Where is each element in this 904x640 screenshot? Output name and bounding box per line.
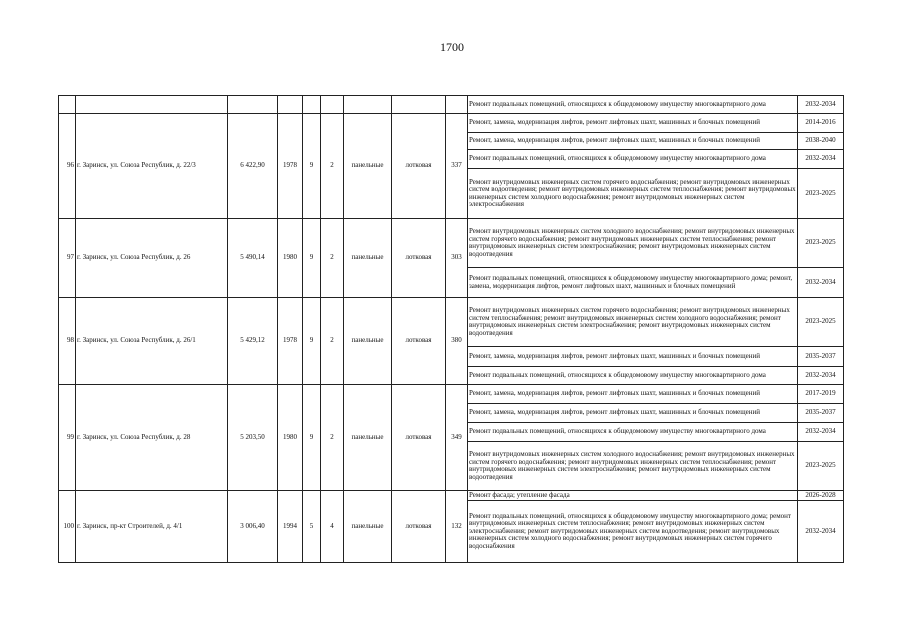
work-description: Ремонт, замена, модернизация лифтов, ремонт лифтовых шахт, машинных и блочных помещений — [468, 385, 798, 404]
work-description: Ремонт внутридомовых инженерных систем холодного водоснабжения; ремонт внутридомовых инженерных систем горячего водоснабжения; ремонт внутридомовых инженерных систем теплоснабжения; ремонт внутридомовых инженерных систем электроснабжения; ремонт внутридомовых инженерных систем водоотведения — [468, 442, 798, 491]
floor-count: 9 — [303, 385, 321, 491]
roof-type: лотковая — [392, 491, 446, 563]
work-period: 2035-2037 — [798, 347, 844, 367]
entrance-count: 4 — [321, 491, 344, 563]
roof-type: лотковая — [392, 298, 446, 385]
building-area: 5 203,50 — [228, 385, 278, 491]
wall-material: панельные — [344, 219, 392, 298]
work-description: Ремонт, замена, модернизация лифтов, ремонт лифтовых шахт, машинных и блочных помещений — [468, 404, 798, 423]
work-period: 2023-2025 — [798, 298, 844, 347]
building-area — [228, 96, 278, 114]
work-description: Ремонт подвальных помещений, относящихся к общедомовому имуществу многоквартирного дома; ремонт, замена, модернизация лифтов, ремонт лифтовых шахт, машинных и блочных помещений — [468, 268, 798, 298]
table-body — [59, 96, 844, 563]
apartment-count — [446, 96, 468, 114]
table-row — [59, 491, 844, 501]
work-period: 2032-2034 — [798, 423, 844, 442]
work-description: Ремонт внутридомовых инженерных систем горячего водоснабжения; ремонт внутридомовых инженерных систем водоотведения; ремонт внутридомовых инженерных систем теплоснабжения; ремонт внутридомовых инженерных систем холодного водоснабжения; ремонт внутридомовых инженерных систем электроснабжения — [468, 169, 798, 219]
work-description: Ремонт, замена, модернизация лифтов, ремонт лифтовых шахт, машинных и блочных помещений — [468, 114, 798, 133]
work-period: 2035-2037 — [798, 404, 844, 423]
table-row — [59, 219, 844, 268]
table-row — [59, 385, 844, 404]
work-description: Ремонт подвальных помещений, относящихся к общедомовому имуществу многоквартирного дома — [468, 96, 798, 114]
work-period: 2026-2028 — [798, 491, 844, 501]
wall-material: панельные — [344, 114, 392, 219]
table-row — [59, 298, 844, 347]
work-period: 2023-2025 — [798, 219, 844, 268]
work-description: Ремонт внутридомовых инженерных систем холодного водоснабжения; ремонт внутридомовых инженерных систем горячего водоснабжения; ремонт внутридомовых инженерных систем теплоснабжения; ремонт внутридомовых инженерных систем электроснабжения; ремонт внутридомовых инженерных систем водоотведения — [468, 219, 798, 268]
building-area: 5 490,14 — [228, 219, 278, 298]
work-description: Ремонт, замена, модернизация лифтов, ремонт лифтовых шахт, машинных и блочных помещений — [468, 347, 798, 367]
apartment-count: 132 — [446, 491, 468, 563]
work-period: 2032-2034 — [798, 501, 844, 563]
construction-year: 1980 — [278, 385, 303, 491]
work-description: Ремонт подвальных помещений, относящихся к общедомовому имуществу многоквартирного дома — [468, 367, 798, 385]
work-period: 2014-2016 — [798, 114, 844, 133]
apartment-count: 380 — [446, 298, 468, 385]
work-period: 2017-2019 — [798, 385, 844, 404]
work-description: Ремонт, замена, модернизация лифтов, ремонт лифтовых шахт, машинных и блочных помещений — [468, 133, 798, 150]
table-row — [59, 96, 844, 114]
entrance-count: 2 — [321, 385, 344, 491]
work-description: Ремонт фасада; утепление фасада — [468, 491, 798, 501]
roof-type — [392, 96, 446, 114]
construction-year: 1980 — [278, 219, 303, 298]
floor-count: 9 — [303, 219, 321, 298]
floor-count: 5 — [303, 491, 321, 563]
entrance-count: 2 — [321, 219, 344, 298]
wall-material: панельные — [344, 298, 392, 385]
work-period: 2023-2025 — [798, 169, 844, 219]
floor-count: 9 — [303, 114, 321, 219]
work-description: Ремонт подвальных помещений, относящихся к общедомовому имуществу многоквартирного дома — [468, 423, 798, 442]
roof-type: лотковая — [392, 385, 446, 491]
table-row — [59, 114, 844, 133]
work-period: 2032-2034 — [798, 268, 844, 298]
row-number: 99 — [59, 385, 76, 491]
building-address: г. Заринск, пр-кт Строителей, д. 4/1 — [76, 491, 228, 563]
building-area: 3 006,40 — [228, 491, 278, 563]
building-address: г. Заринск, ул. Союза Республик, д. 26 — [76, 219, 228, 298]
building-address: г. Заринск, ул. Союза Республик, д. 28 — [76, 385, 228, 491]
page-number: 1700 — [440, 40, 464, 54]
row-number: 97 — [59, 219, 76, 298]
construction-year: 1994 — [278, 491, 303, 563]
entrance-count — [321, 96, 344, 114]
wall-material: панельные — [344, 491, 392, 563]
work-period: 2038-2040 — [798, 133, 844, 150]
work-description: Ремонт подвальных помещений, относящихся к общедомовому имуществу многоквартирного дома; ремонт внутридомовых инженерных систем теплоснабжения; ремонт внутридомовых инженерных систем электроснабжения; ремонт внутридомовых инженерных систем водоотведения; ремонт внутридомовых инженерных систем холодного водоснабжения; ремонт внутридомовых инженерных систем горячего водоснабжения — [468, 501, 798, 563]
capital-repair-table — [58, 95, 844, 563]
work-period: 2032-2034 — [798, 96, 844, 114]
construction-year: 1978 — [278, 298, 303, 385]
work-description: Ремонт подвальных помещений, относящихся к общедомовому имуществу многоквартирного дома — [468, 150, 798, 169]
floor-count: 9 — [303, 298, 321, 385]
building-address — [76, 96, 228, 114]
building-address: г. Заринск, ул. Союза Республик, д. 26/1 — [76, 298, 228, 385]
building-area: 5 429,12 — [228, 298, 278, 385]
building-area: 6 422,90 — [228, 114, 278, 219]
wall-material: панельные — [344, 385, 392, 491]
entrance-count: 2 — [321, 298, 344, 385]
row-number: 100 — [59, 491, 76, 563]
roof-type: лотковая — [392, 114, 446, 219]
work-period: 2023-2025 — [798, 442, 844, 491]
apartment-count: 303 — [446, 219, 468, 298]
construction-year — [278, 96, 303, 114]
building-address: г. Заринск, ул. Союза Республик, д. 22/3 — [76, 114, 228, 219]
entrance-count: 2 — [321, 114, 344, 219]
apartment-count: 337 — [446, 114, 468, 219]
construction-year: 1978 — [278, 114, 303, 219]
work-description: Ремонт внутридомовых инженерных систем горячего водоснабжения; ремонт внутридомовых инженерных систем теплоснабжения; ремонт внутридомовых инженерных систем холодного водоснабжения; ремонт внутридомовых инженерных систем электроснабжения; ремонт внутридомовых инженерных систем водоотведения — [468, 298, 798, 347]
floor-count — [303, 96, 321, 114]
roof-type: лотковая — [392, 219, 446, 298]
row-number — [59, 96, 76, 114]
row-number: 96 — [59, 114, 76, 219]
row-number: 98 — [59, 298, 76, 385]
work-period: 2032-2034 — [798, 150, 844, 169]
wall-material — [344, 96, 392, 114]
work-period: 2032-2034 — [798, 367, 844, 385]
apartment-count: 349 — [446, 385, 468, 491]
